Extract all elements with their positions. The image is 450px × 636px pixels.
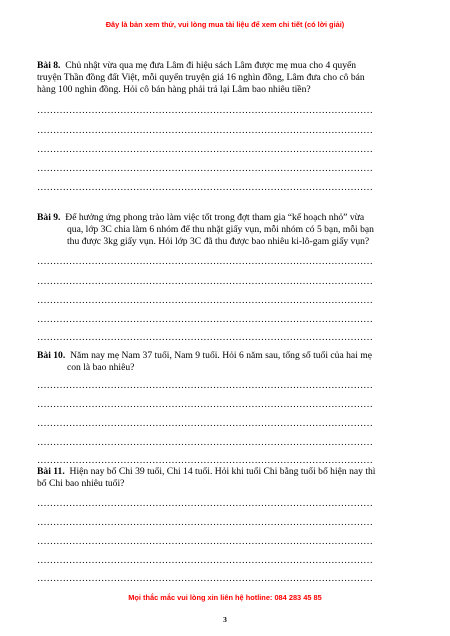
answer-line: …………………………………………………………………………………………… (37, 277, 373, 287)
answer-line: …………………………………………………………………………………………… (37, 574, 373, 584)
problem-line: hàng 100 nghìn đồng. Hỏi cô bán hàng phải trả lại Lâm bao nhiêu tiền? (37, 84, 311, 95)
answer-line: …………………………………………………………………………………………… (37, 419, 373, 429)
answer-line: …………………………………………………………………………………………… (37, 438, 373, 448)
page-number: 3 (223, 615, 227, 624)
answer-line: …………………………………………………………………………………………… (37, 183, 373, 193)
answer-line: …………………………………………………………………………………………… (37, 537, 373, 547)
answer-line: …………………………………………………………………………………………… (37, 400, 373, 410)
hotline-notice: Mọi thắc mắc vui lòng xin liên hệ hotline: 084 283 45 85 (128, 593, 322, 602)
problem-line (37, 60, 409, 72)
answer-line: …………………………………………………………………………………………… (37, 556, 373, 566)
answer-line: …………………………………………………………………………………………… (37, 499, 373, 509)
problem-label: Bài 8. (37, 60, 61, 71)
problem-9 (37, 212, 409, 248)
problem-label: Bài 10. (37, 350, 66, 361)
problem-text: Để hưởng ứng phong trào làm việc tốt trong đợt tham gia “kế hoạch nhỏ” vừa (65, 212, 365, 223)
problem-line (37, 212, 409, 224)
answer-line: …………………………………………………………………………………………… (37, 456, 373, 466)
problem-8 (37, 60, 409, 96)
problem-text: Năm nay mẹ Nam 37 tuổi, Nam 9 tuổi. Hỏi 6 năm sau, tổng số tuổi của hai mẹ (70, 350, 372, 361)
answer-line: …………………………………………………………………………………………… (37, 257, 373, 267)
problem-10 (37, 350, 409, 374)
problem-line: bố Chi bao nhiêu tuổi? (37, 478, 125, 489)
answer-line: …………………………………………………………………………………………… (37, 164, 373, 174)
problem-text: Hiện nay bố Chi 39 tuổi, Chi 14 tuổi. Hỏi khi tuổi Chi bằng tuổi bố hiện nay thì (69, 466, 376, 477)
problem-line: thu được 3kg giấy vụn. Hỏi lớp 3C đã thu được bao nhiêu ki-lô-gam giấy vụn? (67, 236, 370, 247)
answer-line: …………………………………………………………………………………………… (37, 296, 373, 306)
answer-line: …………………………………………………………………………………………… (37, 145, 373, 155)
answer-line: …………………………………………………………………………………………… (37, 518, 373, 528)
problem-line: qua, lớp 3C chia làm 6 nhóm để thu nhặt giấy vụn, mỗi nhóm có 5 bạn, mỗi bạn (67, 224, 374, 235)
problem-11 (37, 466, 409, 490)
answer-line: …………………………………………………………………………………………… (37, 333, 373, 343)
answer-line: …………………………………………………………………………………………… (37, 381, 373, 391)
problem-line (37, 466, 409, 478)
answer-line: …………………………………………………………………………………………… (37, 126, 373, 136)
problem-label: Bài 9. (37, 212, 61, 223)
problem-line: con là bao nhiêu? (67, 362, 135, 373)
answer-line: …………………………………………………………………………………………… (37, 106, 373, 116)
preview-notice: Đây là bản xem thử, vui lòng mua tài liệu để xem chi tiết (có lời giải) (105, 20, 345, 29)
answer-line: …………………………………………………………………………………………… (37, 315, 373, 325)
problem-label: Bài 11. (37, 466, 65, 477)
problem-line: truyện Thần đồng đất Việt, mỗi quyển truyện giá 16 nghìn đồng, Lâm đưa cho cô bán (37, 72, 365, 83)
problem-text: Chủ nhật vừa qua mẹ đưa Lâm đi hiệu sách Lâm được mẹ mua cho 4 quyển (65, 60, 357, 71)
problem-line (37, 350, 409, 362)
